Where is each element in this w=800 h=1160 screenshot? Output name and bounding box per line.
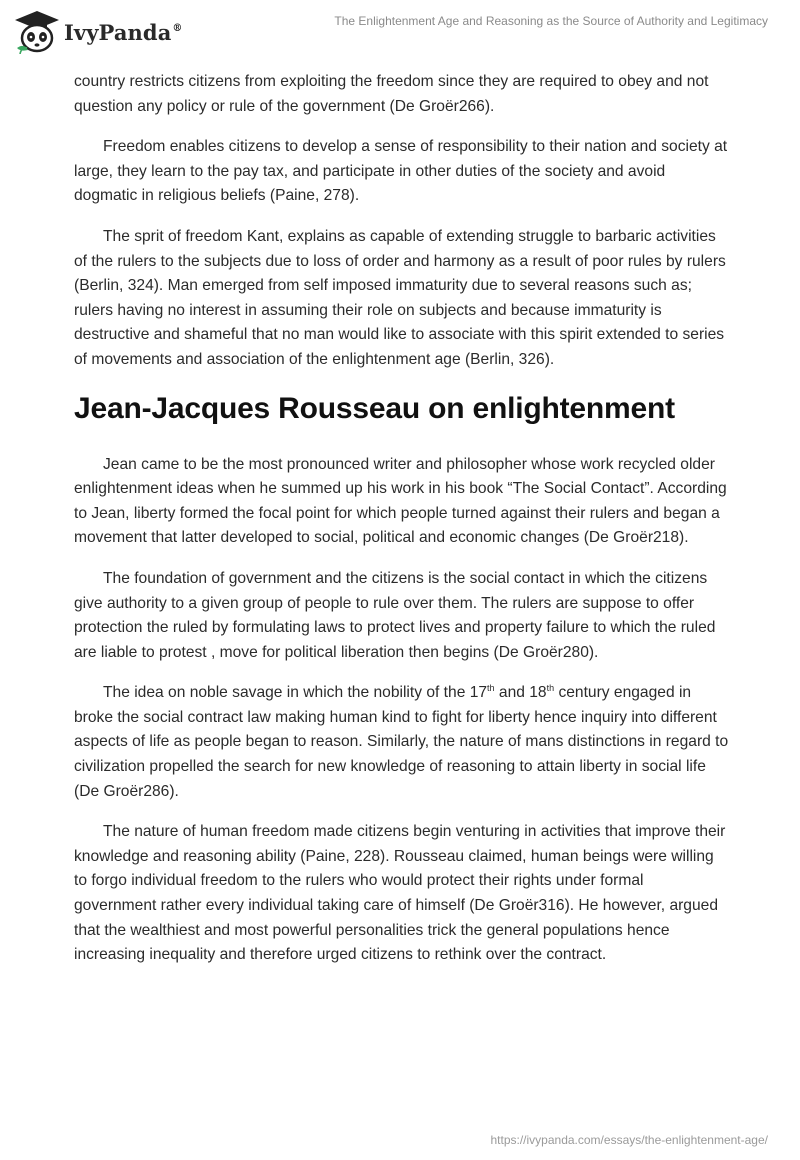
paragraph-3: The sprit of freedom Kant, explains as capable of extending struggle to barbaric activities of the rulers to the subjects due to loss of order and harmony as a result of poor rules by rulers (Berlin, 324). Man emerged from self imposed immaturity due to several reasons such as; rulers having no interest in assuming their role on subjects and because immaturity is destructive and shameful that no man would like to associate with this spirit extended to series of movements and association of the enlightenment age (Berlin, 326). <box>74 227 726 368</box>
ordinal-suffix: th <box>546 683 555 694</box>
brand-name: IvyPanda® <box>64 19 183 45</box>
document-title: The Enlightenment Age and Reasoning as the Source of Authority and Legitimacy <box>334 14 768 28</box>
section-heading: Jean-Jacques Rousseau on enlightenment <box>74 391 675 425</box>
paragraph-1: country restricts citizens from exploiting the freedom since they are required to obey and not question any policy or rule of the government (De Groër266). <box>74 73 709 115</box>
source-url-link[interactable]: https://ivypanda.com/essays/the-enlightenment-age/ <box>490 1133 768 1147</box>
paragraph-6 <box>74 681 729 804</box>
paragraph-4: Jean came to be the most pronounced writer and philosopher whose work recycled older enlightenment ideas when he summed up his work in his book “The Social Contact”. According to Jean, liberty formed the focal point for which people turned against their rulers and began a movement that latter developed to social, political and economic changes (De Groër218). <box>74 455 727 547</box>
paragraph-7: The nature of human freedom made citizens begin venturing in activities that improve their knowledge and reasoning ability (Paine, 228). Rousseau claimed, human beings were willing to forgo individual freedom to the rulers who would protect their rights under formal government rather every individual taking care of himself (De Groër316). He however, argued that the wealthiest and most powerful personalities trick the general populations hence increasing inequality and therefore urged citizens to rethink over the contract. <box>74 823 726 964</box>
page-header <box>0 0 800 64</box>
trademark-symbol: ® <box>172 22 183 34</box>
paragraph-5: The foundation of government and the citizens is the social contact in which the citizens give authority to a given group of people to rule over them. The rulers are suppose to offer protection the ruled by formulating laws to protect lives and property failure to which the ruled are liable to protest , move for political liberation then begins (De Groër280). <box>74 569 716 661</box>
ordinal-suffix: th <box>487 683 495 694</box>
paragraph-6-part-b: and 18 <box>494 684 547 702</box>
ivypanda-logo[interactable] <box>14 9 183 55</box>
paragraph-6-part-c: century engaged in broke the social contract law making human kind to fight for liberty hence inquiry into different aspects of life as people began to reason. Similarly, the nature of mans distinctions in regard to civilization propelled the search for new knowledge of reasoning to attain liberty in social life (De Groër286). <box>74 684 729 800</box>
panda-graduate-icon <box>14 10 60 54</box>
paragraph-2: Freedom enables citizens to develop a sense of responsibility to their nation and society at large, they learn to the pay tax, and participate in other duties of the society and avoid dogmatic in religious beliefs (Paine, 278). <box>74 138 728 205</box>
essay-body <box>74 70 729 984</box>
paragraph-6-part-a: The idea on noble savage in which the nobility of the 17 <box>103 684 488 702</box>
